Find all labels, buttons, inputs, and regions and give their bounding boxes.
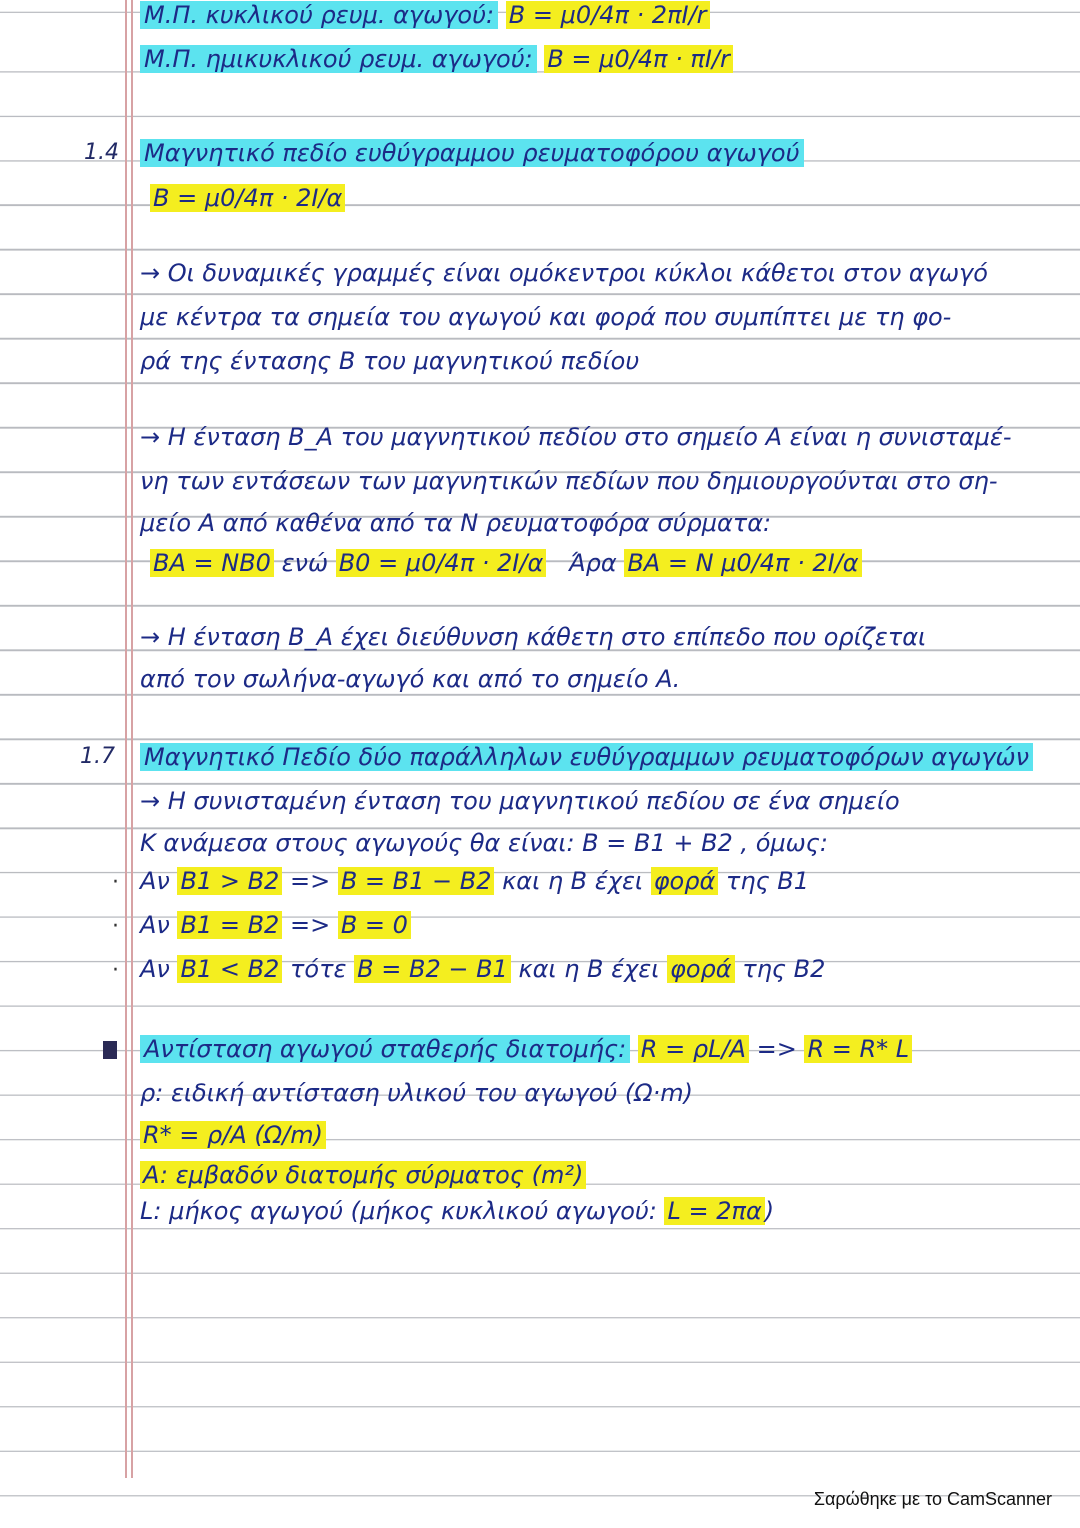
bullet-item: Αν B1 > B2 => B = B1 − B2 και η B έχει φορά της B1 (140, 867, 810, 895)
paragraph-line: Κ ανάμεσα στους αγωγούς θα είναι: B = B1 + B2 , όμως: (140, 829, 828, 857)
paragraph-line: από τον σωλήνα-αγωγό και από το σημείο Α. (140, 665, 681, 693)
section-title: Μαγνητικό πεδίο ευθύγραμμου ρευματοφόρου αγωγού (140, 138, 1050, 168)
margin-line (125, 0, 127, 1478)
definition-line: L: μήκος αγωγού (μήκος κυκλικού αγωγού: L = 2πα ) (140, 1197, 775, 1225)
section-number: 1.4 (84, 140, 119, 165)
paragraph-line: νη των εντάσεων των μαγνητικών πεδίων που δημιουργούνται στο ση- (140, 467, 998, 495)
bullet-item: Αν B1 = B2 => B = 0 (140, 910, 1050, 940)
paragraph-line: → Η ένταση B_A έχει διεύθυνση κάθετη στο επίπεδο που ορίζεται (140, 623, 927, 651)
bullet: · (112, 914, 119, 939)
paragraph-line: → Οι δυναμικές γραμμές είναι ομόκεντροι κύκλοι κάθετοι στον αγωγό (140, 259, 988, 287)
section-number: 1.7 (80, 744, 115, 769)
note-line: Μ.Π. ημικυκλικού ρευμ. αγωγού: B = μ0/4π · πΙ/r (140, 44, 1050, 74)
paragraph-line: ρά της έντασης B του μαγνητικού πεδίου (140, 347, 640, 375)
bullet: · (112, 870, 119, 895)
formula: B = μ0/4π · 2Ι/α (150, 183, 1050, 213)
paragraph-line: → Η ένταση B_A του μαγνητικού πεδίου στο σημείο Α είναι η συνισταμέ- (140, 423, 1012, 451)
paragraph-line: → Η συνισταμένη ένταση του μαγνητικού πεδίου σε ένα σημείο (140, 787, 900, 815)
scanner-watermark: Σαρώθηκε με το CamScanner (813, 1489, 1052, 1509)
margin-line (131, 0, 133, 1478)
section-title: Μαγνητικό Πεδίο δύο παράλληλων ευθύγραμμων ρευματοφόρων αγωγών (140, 742, 1050, 772)
paragraph-line: με κέντρα τα σημεία του αγωγού και φορά που συμπίπτει με τη φο- (140, 303, 952, 331)
formula-line: BA = NB0 ενώ B0 = μ0/4π · 2Ι/α Άρα BA = N μ0/4π · 2Ι/α (150, 548, 1050, 578)
definition-line: A: εμβαδόν διατομής σύρματος (m²) (140, 1160, 1050, 1190)
paragraph-line: μείο Α από καθένα από τα Ν ρευματοφόρα σύρματα: (140, 509, 772, 537)
bullet-item: Αν B1 < B2 τότε B = B2 − B1 και η B έχει φορά της B2 (140, 955, 826, 983)
note-line: Μ.Π. κυκλικού ρευμ. αγωγού: B = μ0/4π · 2πΙ/r (140, 0, 1050, 30)
definition-line: R* = ρ/A (Ω/m) (140, 1120, 1050, 1150)
section-title: Αντίσταση αγωγού σταθερής διατομής: R = ρL/A => R = R* L (140, 1034, 1050, 1064)
definition-line: ρ: ειδική αντίσταση υλικού του αγωγού (Ω·m) (140, 1079, 693, 1107)
bullet: · (112, 958, 119, 983)
bullet-square-icon (103, 1041, 117, 1059)
